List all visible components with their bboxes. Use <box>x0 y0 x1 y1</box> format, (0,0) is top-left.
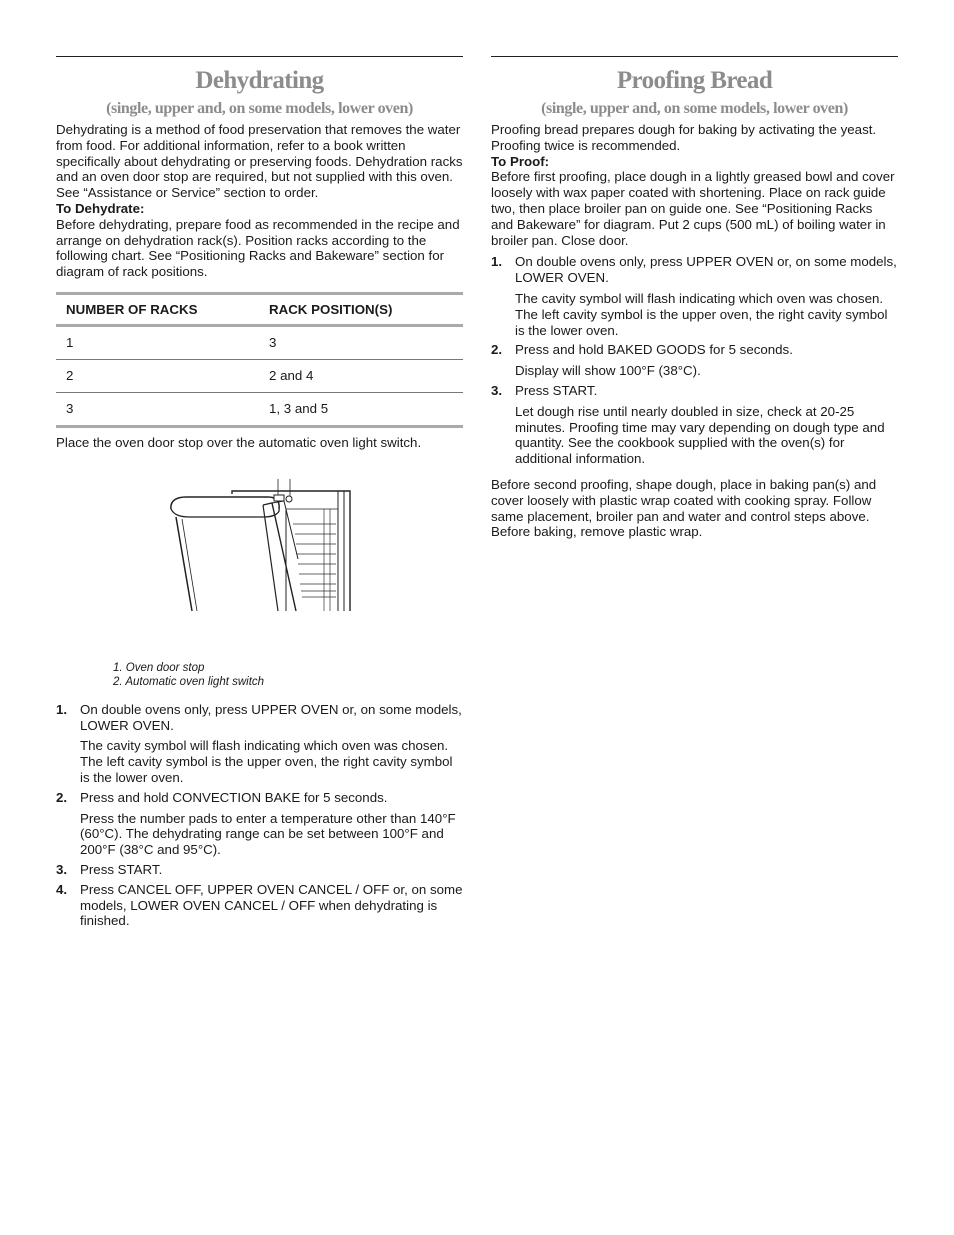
closing-paragraph: Before second proofing, shape dough, place in baking pan(s) and cover loosely with plastic wrap coated with cooking spray. Follow same placement, broiler pan and water and control steps above. Before baking, remove plastic wrap. <box>491 476 877 540</box>
list-item <box>56 882 463 929</box>
list-item <box>491 383 898 467</box>
table-cell: 3 <box>56 392 259 426</box>
step-note: The cavity symbol will flash indicating which oven was chosen. The left cavity symbol is the upper oven, the right cavity symbol is the lower oven. <box>515 290 888 338</box>
table-header: NUMBER OF RACKS <box>56 293 259 325</box>
table-cell: 2 and 4 <box>259 359 463 392</box>
list-item <box>491 254 898 338</box>
step-number: 1. <box>56 701 68 717</box>
step-note: Let dough rise until nearly doubled in size, check at 20-25 minutes. Proofing time may vary depending on dough type and quantity. See the cookbook supplied with the oven(s) for additional information. <box>515 403 885 467</box>
section-subtitle: (single, upper and, on some models, lower oven) <box>541 100 848 117</box>
step-text: Press and hold CONVECTION BAKE for 5 seconds. <box>80 789 388 805</box>
table-cell: 3 <box>259 325 463 359</box>
table-header: RACK POSITION(S) <box>259 293 463 325</box>
caption: 2. Automatic oven light switch <box>113 675 265 688</box>
table-row <box>56 359 463 392</box>
subheading: To Proof: <box>491 153 550 169</box>
oven-door-illustration <box>168 479 353 611</box>
dehydrating-section <box>56 56 463 933</box>
figure-captions <box>113 661 463 689</box>
list-item <box>56 702 463 786</box>
step-note: The cavity symbol will flash indicating which oven was chosen. The left cavity symbol is the upper oven, the right cavity symbol is the lower oven. <box>80 738 453 785</box>
section-rule <box>491 56 898 57</box>
step-text: Press and hold BAKED GOODS for 5 seconds. <box>515 342 793 358</box>
step-text: Press CANCEL OFF, UPPER OVEN CANCEL / OFF or, on some models, LOWER OVEN CANCEL / OFF when dehydrating is finished. <box>80 881 463 929</box>
section-title: Proofing Bread <box>616 67 773 94</box>
proof-steps <box>491 254 898 467</box>
intro-paragraph: Proofing bread prepares dough for baking by activating the yeast. Proofing twice is recommended. <box>491 122 877 153</box>
table-cell: 1, 3 and 5 <box>259 392 463 426</box>
step-text: On double ovens only, press UPPER OVEN or, on some models, LOWER OVEN. <box>515 254 897 286</box>
step-number: 3. <box>491 382 503 398</box>
caption: 1. Oven door stop <box>113 661 205 674</box>
table-cell: 2 <box>56 359 259 392</box>
section-title: Dehydrating <box>195 67 324 94</box>
intro-paragraph: Dehydrating is a method of food preservation that removes the water from food. For additional information, refer to a book written specifically about dehydrating or preserving foods. Dehydration racks and an oven door stop are required, but not supplied with this oven. See “Assistance or Service” section to order. <box>56 122 463 201</box>
list-item <box>56 862 463 878</box>
step-text: Press START. <box>515 382 598 398</box>
step-text: On double ovens only, press UPPER OVEN or, on some models, LOWER OVEN. <box>80 701 462 733</box>
step-text: Press START. <box>80 861 163 877</box>
oven-door-figure <box>56 479 463 661</box>
step-number: 4. <box>56 881 68 897</box>
instructions-paragraph: Before dehydrating, prepare food as recommended in the recipe and arrange on dehydration rack(s). Position racks according to the following chart. See “Positioning Racks and Bakeware” section for diagram of rack positions. <box>56 216 460 280</box>
instructions-paragraph: Before first proofing, place dough in a lightly greased bowl and cover loosely with wax paper coated with shortening. Place on rack guide two, then place broiler pan on guide one. See “Positioning Racks and Bakeware” for diagram. Put 2 cups (500 mL) of boiling water in broiler pan. Close door. <box>491 169 895 248</box>
proofing-bread-section <box>491 56 898 540</box>
table-row <box>56 325 463 359</box>
step-note: Press the number pads to enter a temperature other than 140°F (60°C). The dehydrating range can be set between 100°F and 200°F (38°C and 95°C). <box>80 810 456 858</box>
door-stop-note: Place the oven door stop over the automatic oven light switch. <box>56 434 422 450</box>
list-item <box>56 790 463 858</box>
list-item <box>491 342 898 379</box>
dehydrate-steps <box>56 702 463 929</box>
step-note: Display will show 100°F (38°C). <box>515 363 701 379</box>
step-number: 3. <box>56 861 68 877</box>
section-subtitle: (single, upper and, on some models, lower oven) <box>106 100 413 117</box>
table-row <box>56 392 463 426</box>
step-number: 2. <box>56 789 68 805</box>
rack-position-table <box>56 292 463 428</box>
table-cell: 1 <box>56 325 259 359</box>
step-number: 2. <box>491 342 503 358</box>
section-rule <box>56 56 463 57</box>
subheading: To Dehydrate: <box>56 200 145 216</box>
step-number: 1. <box>491 254 503 270</box>
table-header-row <box>56 293 463 325</box>
